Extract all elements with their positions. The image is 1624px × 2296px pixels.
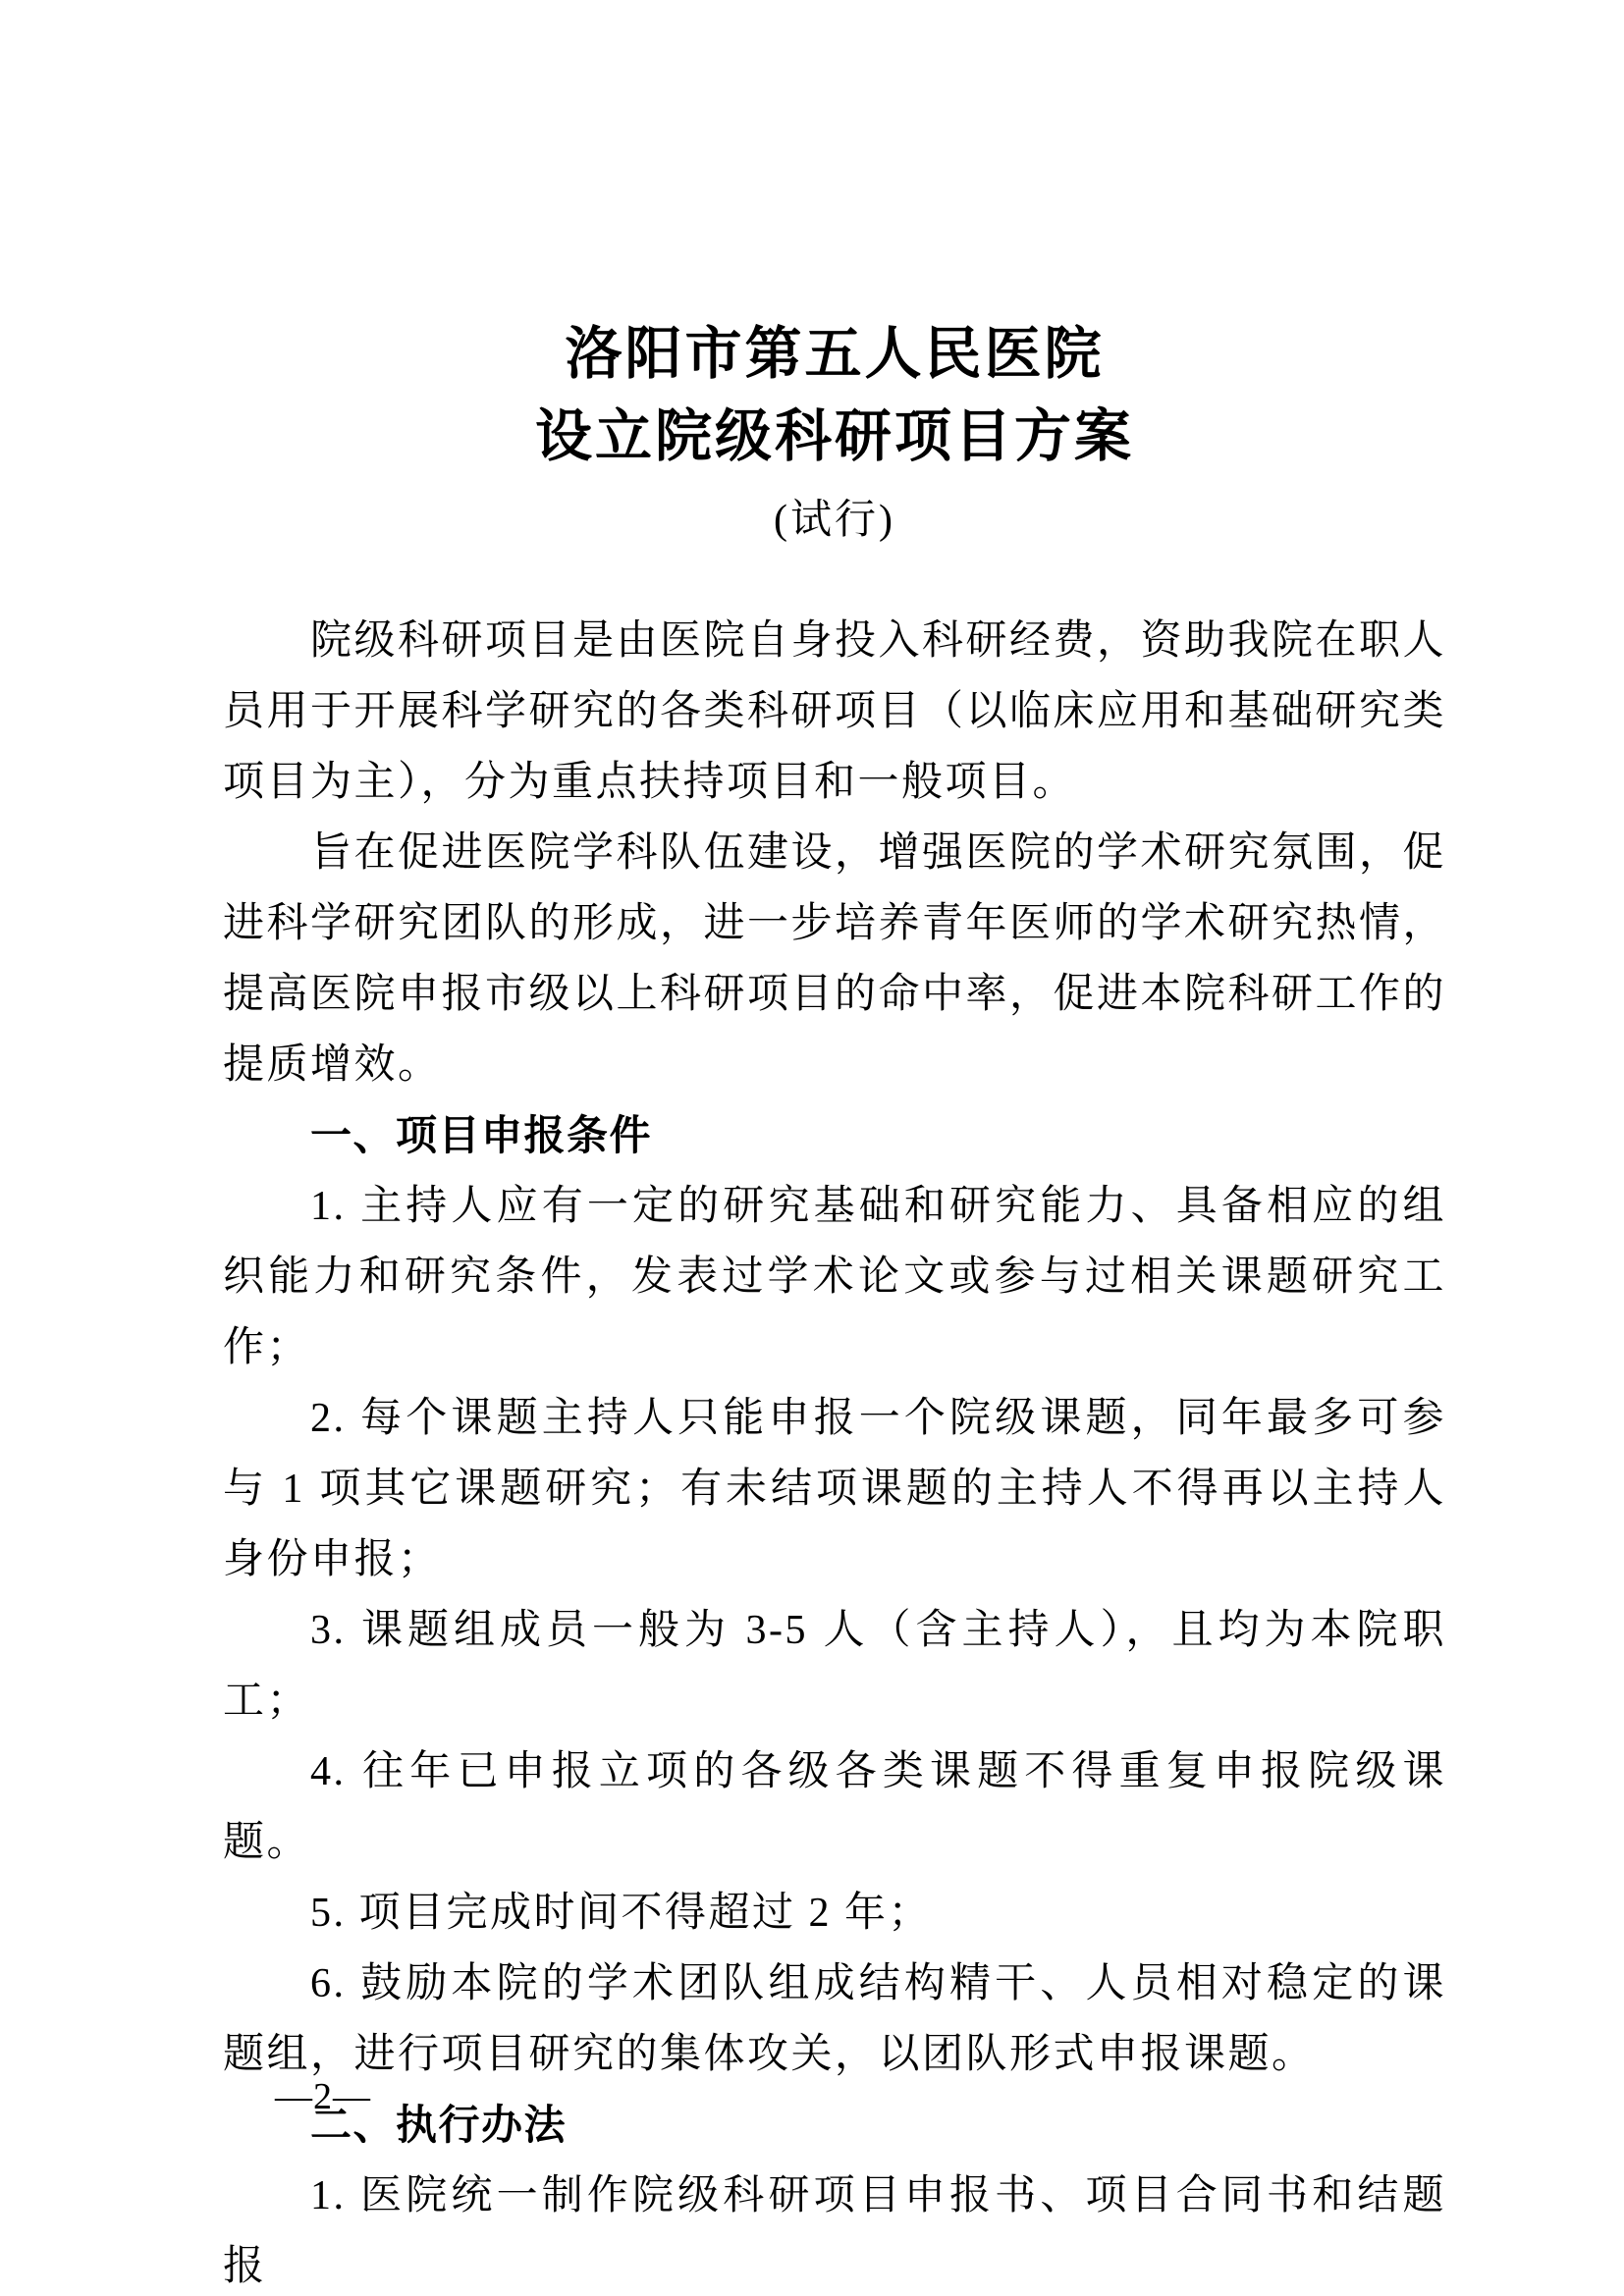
condition-item-1: 1. 主持人应有一定的研究基础和研究能力、具备相应的组织能力和研究条件，发表过学术论文或参与过相关课题研究工作； [223, 1184, 1446, 1370]
section-heading-1: 一、项目申报条件 [310, 1112, 653, 1158]
paragraph-intro-funding: 院级科研项目是由医院自身投入科研经费，资助我院在职人员用于开展科学研究的各类科研项目（以临床应用和基础研究类项目为主），分为重点扶持项目和一般项目。 [223, 618, 1447, 805]
condition-item-5: 5. 项目完成时间不得超过 2 年； [310, 1891, 933, 1936]
paragraph-intro-purpose: 旨在促进医院学科队伍建设，增强医院的学术研究氛围，促进科学研究团队的形成，进一步培养青年医师的学术研究热情，提高医院申报市级以上科研项目的命中率，促进本院科研工作的提质增效。 [223, 830, 1447, 1088]
condition-item-6: 6. 鼓励本院的学术团队组成结构精干、人员相对稳定的课题组，进行项目研究的集体攻关，以团队形式申报课题。 [223, 1961, 1446, 2077]
document-subtitle: (试行) [774, 498, 895, 543]
page-number: —2— [275, 2076, 371, 2117]
document-body [223, 606, 1446, 2296]
condition-item-2: 2. 每个课题主持人只能申报一个院级课题，同年最多可参与 1 项其它课题研究；有未结项课题的主持人不得再以主持人身份申报； [223, 1396, 1446, 1582]
document-title-line-1: 洛阳市第五人民医院 [565, 322, 1105, 386]
method-item-1-truncated: 1. 医院统一制作院级科研项目申报书、项目合同书和结题报 [223, 2173, 1446, 2289]
section-heading-2: 二、执行办法 [310, 2102, 568, 2148]
condition-item-4: 4. 往年已申报立项的各级各类课题不得重复申报院级课题。 [223, 1749, 1446, 1865]
condition-item-3: 3. 课题组成员一般为 3-5 人（含主持人），且均为本院职工； [223, 1608, 1446, 1724]
document-title [223, 313, 1446, 478]
document-title-line-2: 设立院级科研项目方案 [534, 404, 1134, 468]
